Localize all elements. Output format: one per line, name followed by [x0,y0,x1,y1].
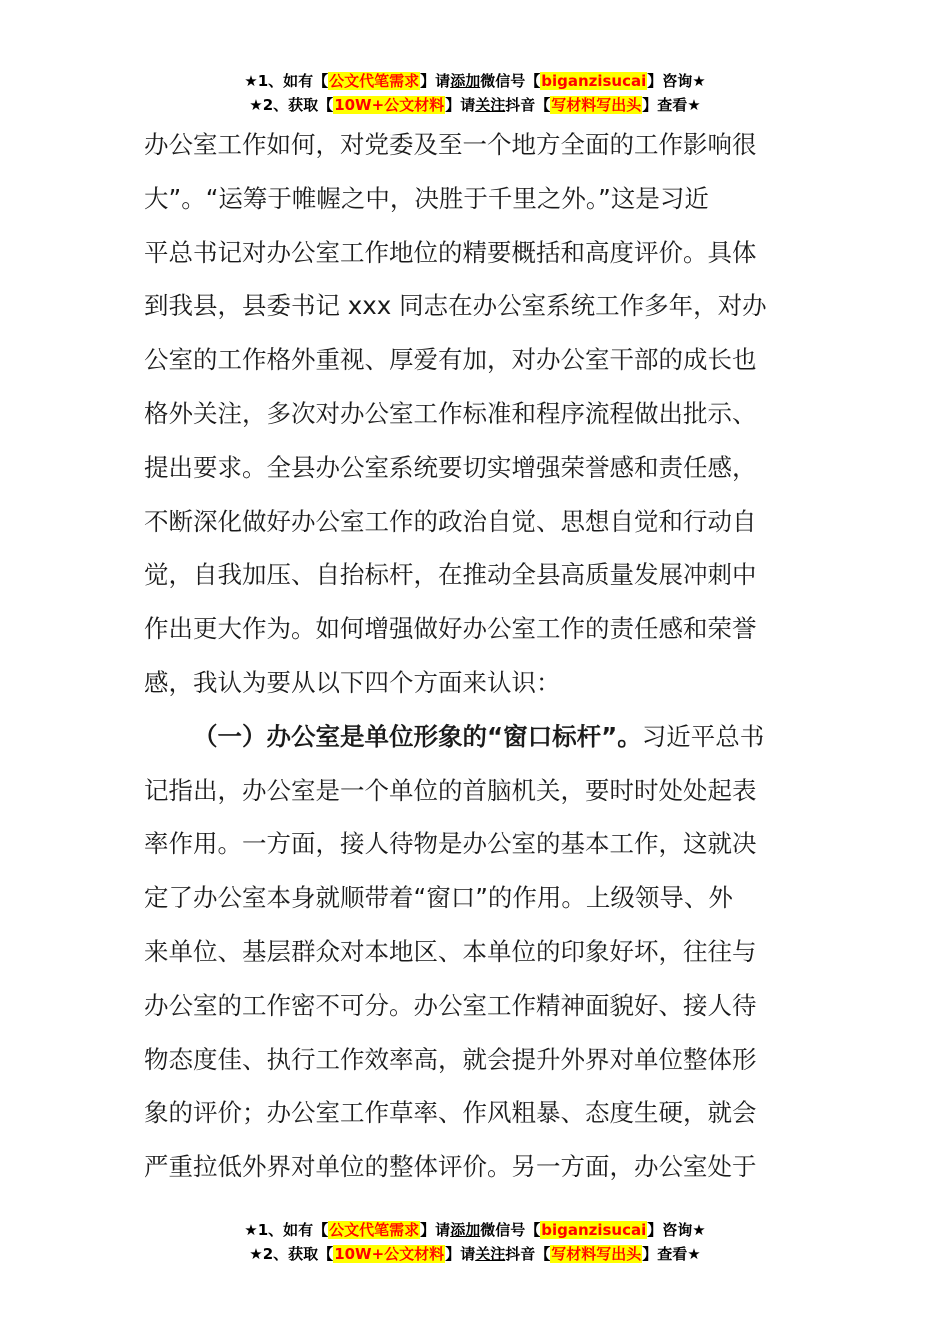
banner-text: 抖音【 [505,1245,551,1263]
paragraph-line: 公室的工作格外重视、厚爱有加，对办公室干部的成长也 [144,345,757,375]
paragraph-line: 作出更大作为。如何增强做好办公室工作的责任感和荣誉 [144,614,757,644]
banner-text: 抖音【 [505,96,551,114]
banner-highlight: 写材料写出头 [551,1245,642,1263]
banner-text: 微信号【 [480,1221,541,1239]
banner-text: 】请 [420,1221,451,1239]
paragraph-line: 办公室工作如何，对党委及至一个地方全面的工作影响很 [144,130,757,159]
banner-underlined: 添加 [450,1221,481,1239]
banner-text: ★2、获取【 [249,1245,334,1263]
banner-highlight: 写材料写出头 [551,96,642,114]
banner-underlined: 关注 [475,1245,506,1263]
banner-line-1 [0,69,950,93]
banner-text: ★1、如有【 [244,72,329,90]
paragraph-line: 率作用。一方面，接人待物是办公室的基本工作，这就决 [144,829,757,859]
paragraph-line: 大”。“运筹于帷幄之中，决胜于千里之外。”这是习近 [144,183,709,213]
header-banner [0,69,950,117]
section-heading-line [144,710,808,764]
banner-line-1 [0,1218,950,1242]
banner-highlight: 公文代笔需求 [329,72,420,90]
banner-underlined: 关注 [475,96,506,114]
banner-highlight: 公文代笔需求 [329,1221,420,1239]
section-text: 习近平总书 [641,721,765,751]
paragraph-line: 平总书记对办公室工作地位的精要概括和高度评价。具体 [144,237,757,267]
paragraph-line: 感，我认为要从以下四个方面来认识： [144,667,561,697]
banner-text: 】查看★ [642,1245,701,1263]
banner-line-2 [0,1242,950,1266]
paragraph-line: 格外关注，多次对办公室工作标准和程序流程做出批示、 [144,398,757,428]
banner-text: 】咨询★ [647,72,706,90]
banner-text: 】查看★ [642,96,701,114]
document-body [144,118,808,1194]
paragraph-line: 来单位、基层群众对本地区、本单位的印象好坏，往往与 [144,936,757,966]
paragraph-line: 到我县，县委书记 xxx 同志在办公室系统工作多年，对办 [144,291,767,321]
footer-banner [0,1218,950,1266]
paragraph-line: 提出要求。全县办公室系统要切实增强荣誉感和责任感， [144,452,757,482]
banner-text: 微信号【 [480,72,541,90]
banner-line-2 [0,93,950,117]
paragraph-line: 办公室的工作密不可分。办公室工作精神面貌好、接人待 [144,990,757,1020]
banner-highlight: biganzisucai [541,1221,647,1239]
paragraph-line: 觉，自我加压、自抬标杆，在推动全县高质量发展冲刺中 [144,560,757,590]
banner-text: 】请 [445,96,476,114]
banner-underlined: 添加 [450,72,481,90]
banner-highlight: 10W+公文材料 [334,1245,445,1263]
paragraph-line: 物态度佳、执行工作效率高，就会提升外界对单位整体形 [144,1044,757,1074]
banner-text: ★1、如有【 [244,1221,329,1239]
banner-text: 】请 [445,1245,476,1263]
section-heading: （一）办公室是单位形象的“窗口标杆”。 [193,721,642,751]
paragraph-line: 象的评价；办公室工作草率、作风粗暴、态度生硬，就会 [144,1098,757,1128]
banner-text: ★2、获取【 [249,96,334,114]
paragraph-line: 严重拉低外界对单位的整体评价。另一方面，办公室处于 [144,1152,757,1182]
paragraph-line: 记指出，办公室是一个单位的首脑机关，要时时处处起表 [144,775,757,805]
paragraph-line: 不断深化做好办公室工作的政治自觉、思想自觉和行动自 [144,506,757,536]
banner-text: 】请 [420,72,451,90]
banner-highlight: 10W+公文材料 [334,96,445,114]
paragraph-line: 定了办公室本身就顺带着“窗口”的作用。上级领导、外 [144,883,733,913]
banner-highlight: biganzisucai [541,72,647,90]
banner-text: 】咨询★ [647,1221,706,1239]
